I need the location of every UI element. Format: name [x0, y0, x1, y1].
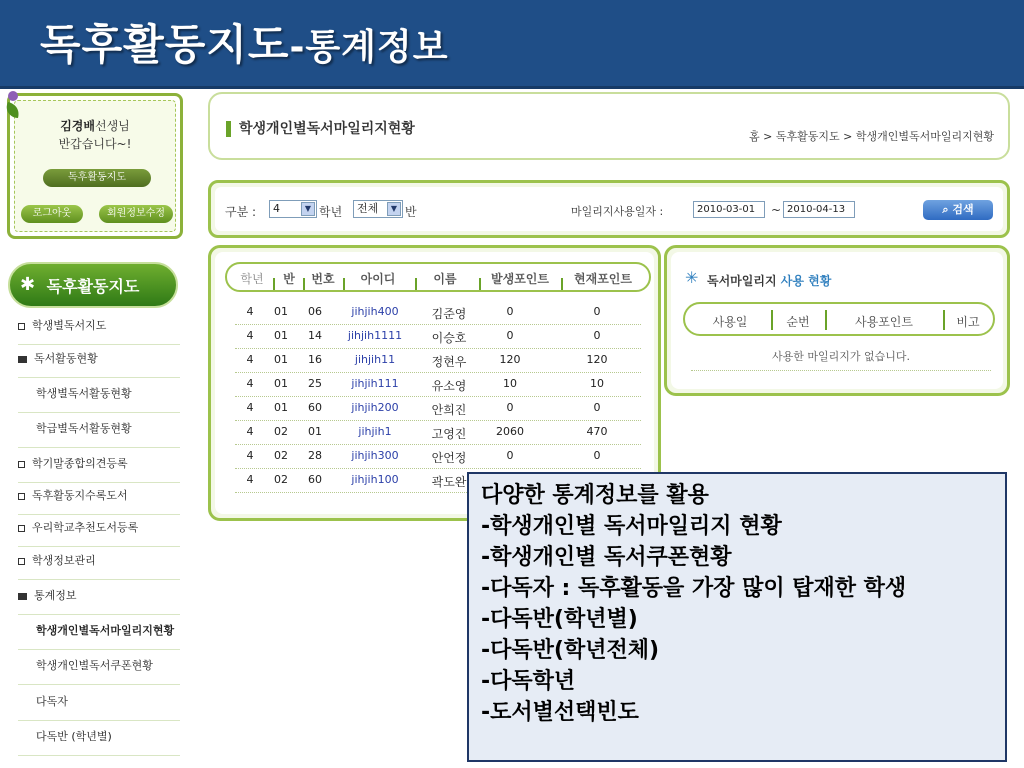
sparkle-icon: ✱ [20, 274, 36, 295]
annotation-line: -학생개인별 독서마일리지 현황 [481, 514, 782, 539]
number-cell: 01 [308, 425, 322, 438]
table-row [235, 420, 641, 445]
earned-points-cell: 0 [506, 401, 514, 414]
earned-points-cell: 2060 [496, 425, 524, 438]
mileage-empty-message: 사용한 마일리지가 없습니다. [691, 348, 991, 371]
sidebar-item-student-activity[interactable] [18, 380, 180, 413]
grade-cell: 4 [246, 473, 254, 486]
column-header: 반 [283, 272, 295, 286]
class-cell: 01 [274, 353, 288, 366]
search-panel [208, 180, 1010, 238]
user-id-cell[interactable]: jihjih100 [351, 473, 399, 486]
student-name-cell: 안언정 [431, 451, 467, 465]
mileage-panel-inner [671, 252, 1003, 389]
table-row [235, 372, 641, 397]
sidebar-item-coupon-status[interactable] [18, 652, 180, 685]
earned-points-cell: 0 [506, 449, 514, 462]
sidebar-item-reading-activity-status[interactable] [18, 345, 180, 378]
user-id-cell[interactable]: jihjih300 [351, 449, 399, 462]
current-points-cell: 10 [590, 377, 604, 390]
grade-cell: 4 [246, 305, 254, 318]
column-header: 이름 [433, 272, 457, 286]
square-bullet-icon [18, 493, 25, 500]
sidebar-item-class-activity[interactable] [18, 415, 180, 448]
search-icon: ⌕ [942, 203, 949, 216]
student-name-cell: 김준영 [431, 307, 467, 321]
logout-button[interactable]: 로그아웃 [21, 205, 83, 223]
square-bullet-icon [18, 525, 25, 532]
student-name-cell: 곽도완 [431, 475, 467, 489]
annotation-box [467, 472, 1007, 762]
number-cell: 28 [308, 449, 322, 462]
student-name-cell: 고영진 [431, 427, 467, 441]
number-cell: 06 [308, 305, 322, 318]
earned-points-cell: 0 [506, 329, 514, 342]
title-bar [0, 0, 1024, 89]
minus-bullet-icon [18, 356, 27, 363]
number-cell: 14 [308, 329, 322, 342]
user-id-cell[interactable]: jihjih111 [351, 377, 399, 390]
sidebar-item-label: 학생개인별독서마일리지현황 [36, 624, 175, 637]
column-header: 발생포인트 [491, 272, 549, 286]
date-separator: ~ [771, 203, 782, 217]
slide-title-sub: -통계정보 [289, 27, 449, 68]
table-row [235, 396, 641, 421]
table-row [235, 300, 641, 325]
user-name: 김경배 [60, 119, 95, 133]
student-name-cell: 유소영 [431, 379, 467, 393]
earned-points-cell: 10 [503, 377, 517, 390]
column-header: 학년 [240, 272, 264, 286]
annotation-line: -다독자 : 독후활동을 가장 많이 탑재한 학생 [481, 576, 907, 601]
student-name-cell: 안희진 [431, 403, 467, 417]
annotation-line: -학생개인별 독서쿠폰현황 [481, 545, 732, 570]
annotation-line: -다독반(학년전체) [481, 638, 660, 663]
class-select-value: 전체 [357, 202, 379, 215]
sidebar-heading[interactable] [8, 262, 178, 308]
login-box-inner [14, 100, 176, 232]
mileage-title [707, 272, 831, 289]
date-label: 마일리지사용일자 : [571, 205, 664, 218]
edit-profile-button[interactable]: 회원정보수정 [99, 205, 173, 223]
sidebar-item-student-info[interactable] [18, 547, 180, 580]
grade-suffix: 학년 [319, 205, 343, 219]
table-header [225, 262, 651, 292]
greeting [15, 117, 175, 153]
earned-points-cell: 120 [499, 353, 521, 366]
class-cell: 01 [274, 401, 288, 414]
square-bullet-icon [18, 323, 25, 330]
column-header: 순번 [786, 315, 810, 329]
slide-title-main: 독후활동지도 [40, 20, 290, 69]
sidebar-item-activity-books[interactable] [18, 482, 180, 515]
earned-points-cell: 0 [506, 305, 514, 318]
chevron-down-icon: ▼ [301, 202, 315, 216]
column-divider [943, 310, 945, 330]
sidebar-item-label: 학기말종합의견등록 [32, 457, 128, 470]
annotation-line: -도서별선택빈도 [481, 700, 639, 725]
current-points-cell: 0 [593, 449, 601, 462]
grade-cell: 4 [246, 377, 254, 390]
slide-title [40, 12, 448, 72]
current-points-cell: 0 [593, 329, 601, 342]
guide-button[interactable]: 독후활동지도 [43, 169, 151, 187]
date-from-input[interactable]: 2010-03-01 [693, 201, 765, 218]
grade-cell: 4 [246, 449, 254, 462]
column-divider [273, 278, 275, 290]
current-points-cell: 0 [593, 305, 601, 318]
square-bullet-icon [18, 558, 25, 565]
sidebar-item-label: 독후활동지수록도서 [32, 489, 128, 502]
annotation-line: -다독학년 [481, 669, 576, 694]
mileage-title-suffix: 사용 현황 [780, 274, 832, 288]
class-select[interactable] [353, 200, 403, 218]
sidebar-item-label: 다독자 [36, 695, 68, 708]
breadcrumb: 홈 > 독후활동지도 > 학생개인별독서마일리지현황 [749, 130, 994, 143]
sidebar-item-label: 우리학교추천도서등록 [32, 521, 139, 534]
title-marker [226, 121, 231, 137]
student-name-cell: 이승호 [431, 331, 467, 345]
login-box [7, 93, 183, 239]
star-icon: ✳ [685, 268, 699, 287]
table-row [235, 444, 641, 469]
grade-cell: 4 [246, 353, 254, 366]
annotation-line: 다양한 통계정보를 활용 [481, 483, 709, 508]
number-cell: 25 [308, 377, 322, 390]
chevron-down-icon: ▼ [387, 202, 401, 216]
user-id-cell[interactable]: jihjih1 [358, 425, 392, 438]
annotation-line: -다독반(학년별) [481, 607, 638, 632]
class-cell: 01 [274, 329, 288, 342]
sidebar-item-label: 독서활동현황 [34, 352, 98, 365]
search-button[interactable] [923, 200, 993, 220]
sidebar-item-statistics[interactable] [18, 582, 180, 615]
sidebar-item-top-readers[interactable] [18, 688, 180, 721]
minus-bullet-icon [18, 593, 27, 600]
grade-select-value: 4 [273, 202, 280, 215]
mileage-title-prefix: 독서마일리지 [707, 274, 777, 288]
class-cell: 01 [274, 377, 288, 390]
grade-cell: 4 [246, 329, 254, 342]
sidebar-item-label: 학생개인별독서쿠폰현황 [36, 659, 153, 672]
column-header: 아이디 [360, 272, 396, 286]
user-id-cell[interactable]: jihjih200 [351, 401, 399, 414]
user-role: 선생님 [95, 119, 130, 133]
class-cell: 01 [274, 305, 288, 318]
number-cell: 16 [308, 353, 322, 366]
square-bullet-icon [18, 461, 25, 468]
sidebar-item-top-classes-by-grade[interactable] [18, 723, 180, 756]
class-cell: 02 [274, 473, 288, 486]
column-header: 현재포인트 [574, 272, 632, 286]
student-name-cell: 정현우 [431, 355, 467, 369]
grade-cell: 4 [246, 425, 254, 438]
sidebar-item-label: 통계정보 [34, 589, 77, 602]
category-label: 구분 : [225, 205, 257, 219]
column-header: 비고 [956, 315, 980, 329]
mileage-panel [664, 245, 1010, 396]
page-title-text: 학생개인별독서마일리지현황 [239, 121, 415, 137]
sidebar-item-label: 학생정보관리 [32, 554, 96, 567]
mileage-table-header [683, 302, 995, 336]
sidebar-heading-label: 독후활동지도 [46, 277, 140, 296]
sidebar-item-student-reading-guide[interactable] [18, 312, 180, 345]
column-header: 사용포인트 [855, 315, 913, 329]
column-header: 사용일 [712, 315, 748, 329]
user-id-cell[interactable]: jihjih1111 [347, 329, 403, 342]
sidebar-item-semester-opinion[interactable] [18, 450, 180, 483]
leaf-icon [4, 90, 26, 120]
date-to-input[interactable]: 2010-04-13 [783, 201, 855, 218]
table-row [235, 348, 641, 373]
user-id-cell[interactable]: jihjih400 [351, 305, 399, 318]
grade-select[interactable] [269, 200, 317, 218]
number-cell: 60 [308, 401, 322, 414]
header-panel [208, 92, 1010, 160]
class-cell: 02 [274, 425, 288, 438]
page-title [226, 118, 415, 138]
sidebar-item-recommended-books[interactable] [18, 514, 180, 547]
sidebar-item-mileage-status[interactable] [18, 617, 180, 650]
sidebar-item-label: 학생별독서지도 [32, 319, 107, 332]
table-row [235, 324, 641, 349]
current-points-cell: 470 [586, 425, 608, 438]
column-header: 번호 [311, 272, 335, 286]
class-suffix: 반 [405, 205, 417, 219]
current-points-cell: 0 [593, 401, 601, 414]
greeting-text: 반갑습니다~! [58, 137, 132, 151]
search-panel-inner [215, 187, 1003, 231]
sidebar-item-label: 학생별독서활동현황 [36, 387, 132, 400]
column-divider [825, 310, 827, 330]
class-cell: 02 [274, 449, 288, 462]
grade-cell: 4 [246, 401, 254, 414]
sidebar-item-label: 학급별독서활동현황 [36, 422, 132, 435]
search-button-label: 검색 [952, 203, 974, 216]
number-cell: 60 [308, 473, 322, 486]
current-points-cell: 120 [586, 353, 608, 366]
user-id-cell[interactable]: jihjih11 [354, 353, 396, 366]
column-divider [771, 310, 773, 330]
sidebar-item-label: 다독반 (학년별) [36, 730, 112, 743]
